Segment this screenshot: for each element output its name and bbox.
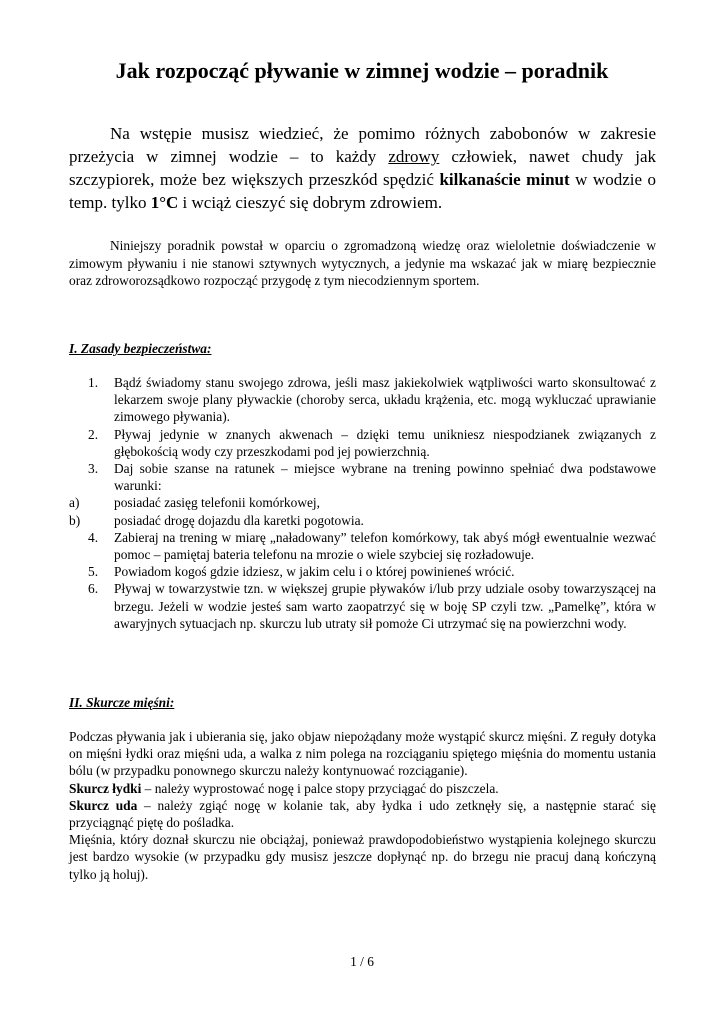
section-heading-cramps: II. Skurcze mięśni:: [69, 695, 175, 710]
intro-paragraph: [69, 122, 656, 214]
cramps-section: [69, 728, 656, 883]
list-item: [69, 580, 656, 632]
section-heading-safety: I. Zasady bezpieczeństwa:: [69, 341, 212, 356]
list-marker: 1.: [88, 375, 99, 390]
thigh-cramp-paragraph: [69, 797, 656, 831]
list-item: [69, 460, 656, 494]
cramps-paragraph: Podczas pływania jak i ubierania się, jako objaw niepożądany może wystąpić skurcz mięśni. Z reguły dotyka on mięśni łydki oraz mięśni uda, a walka z nim polega na rozciąganiu spiętego mięśnia do momentu ustania bólu (w przypadku ponownego skurczu należy kontynuować rozciąganie).: [69, 729, 656, 779]
list-item: [69, 563, 656, 580]
list-item: [69, 426, 656, 460]
list-item-text: posiadać zasięg telefonii komórkowej,: [114, 495, 320, 511]
intro-underlined: zdrowy: [388, 147, 440, 166]
calf-cramp-paragraph: [69, 780, 656, 797]
intro-bold-temperature: 1°C: [150, 193, 179, 212]
list-item-text: Powiadom kogoś gdzie idziesz, w jakim celu i o której powinieneś wrócić.: [114, 564, 515, 580]
list-marker: 2.: [88, 426, 99, 442]
safety-rules-list: [69, 374, 656, 632]
calf-cramp-text: – należy wyprostować nogę i palce stopy przyciągać do piszczela.: [141, 780, 499, 796]
list-marker: b): [69, 512, 81, 528]
list-item-text: Pływaj jedynie w znanych akwenach – dzięki temu unikniesz niespodzianek związanych z głębokością wody czy przeszkodami pod jej powierzchnią.: [114, 426, 656, 459]
cramp-advice-paragraph: Mięśnia, który doznał skurczu nie obciążaj, ponieważ prawdopodobieństwo wystąpienia kolejnego skurczu jest bardzo wysokie (w przypadku gdy musisz jeszcze dopłynąć np. do brzegu nie pracuj daną kończyną tylko ją holuj).: [69, 832, 656, 882]
list-item: [69, 512, 656, 529]
list-item-text: Daj sobie szanse na ratunek – miejsce wybrane na trening powinno spełniać dwa podstawowe warunki:: [114, 461, 656, 494]
list-item: [69, 494, 656, 511]
list-marker: 5.: [88, 564, 99, 580]
note-paragraph: Niniejszy poradnik powstał w oparciu o zgromadzoną wiedzę oraz wieloletnie doświadczenie w zimowym pływaniu i nie stanowi sztywnych wytycznych, a jedynie ma wskazać jak w miarę bezpiecznie oraz zdroworozsądkowo rozpocząć przygodę z tym niecodziennym sportem.: [69, 238, 656, 289]
list-item: [69, 374, 656, 426]
list-item-text: Bądź świadomy stanu swojego zdrowa, jeśli masz jakiekolwiek wątpliwości warto skonsultować z lekarzem swoje plany pływackie (choroby serca, układu krążenia, etc. mogą wykluczać uprawianie zimowego pływania).: [114, 375, 656, 425]
calf-cramp-label: Skurcz łydki: [69, 780, 142, 796]
page-number: 1 / 6: [350, 954, 374, 969]
list-item-text: posiadać drogę dojazdu dla karetki pogotowia.: [114, 512, 364, 528]
intro-text-3: w wodzie o temp. tylko: [69, 170, 657, 212]
list-item-text: Zabieraj na trening w miarę „naładowany” telefon komórkowy, tak abyś mógł ewentualnie wezwać pomoc – pamiętaj bateria telefonu na mrozie o wiele szybciej się rozładowuje.: [114, 529, 656, 563]
list-marker: 6.: [88, 581, 99, 597]
intro-text-2: człowiek, nawet chudy jak szczypiorek, może bez większych przeszkód spędzić: [69, 147, 657, 189]
list-marker: 3.: [88, 461, 99, 477]
list-item-text: Pływaj w towarzystwie tzn. w większej grupie pływaków i/lub przy udziale osoby towarzyszącej na brzegu. Jeżeli w wodzie jesteś sam warto zaopatrzyć się w boję SP czyli tzw. „Pamelkę”, która w awaryjnych sytuacjach np. skurczu lub utraty sił pomoże Ci utrzymać się na powierzchni wody.: [114, 581, 656, 631]
list-marker: a): [69, 495, 80, 511]
thigh-cramp-text: – należy zgiąć nogę w kolanie tak, aby łydka i udo zetknęły się, a następnie starać się przyciągnąć piętę do pośladka.: [69, 797, 656, 831]
thigh-cramp-label: Skurcz uda: [69, 797, 138, 813]
list-item: [69, 529, 656, 563]
list-marker: 4.: [88, 529, 99, 545]
intro-bold-minutes: kilkanaście minut: [439, 170, 570, 189]
intro-text-4: i wciąż cieszyć się dobrym zdrowiem.: [178, 193, 443, 212]
page-title: Jak rozpocząć pływanie w zimnej wodzie – poradnik: [115, 58, 609, 83]
intro-text-1: Na wstępie musisz wiedzieć, że pomimo różnych zabobonów w zakresie przeżycia w zimnej wodzie – to każdy: [69, 124, 656, 166]
